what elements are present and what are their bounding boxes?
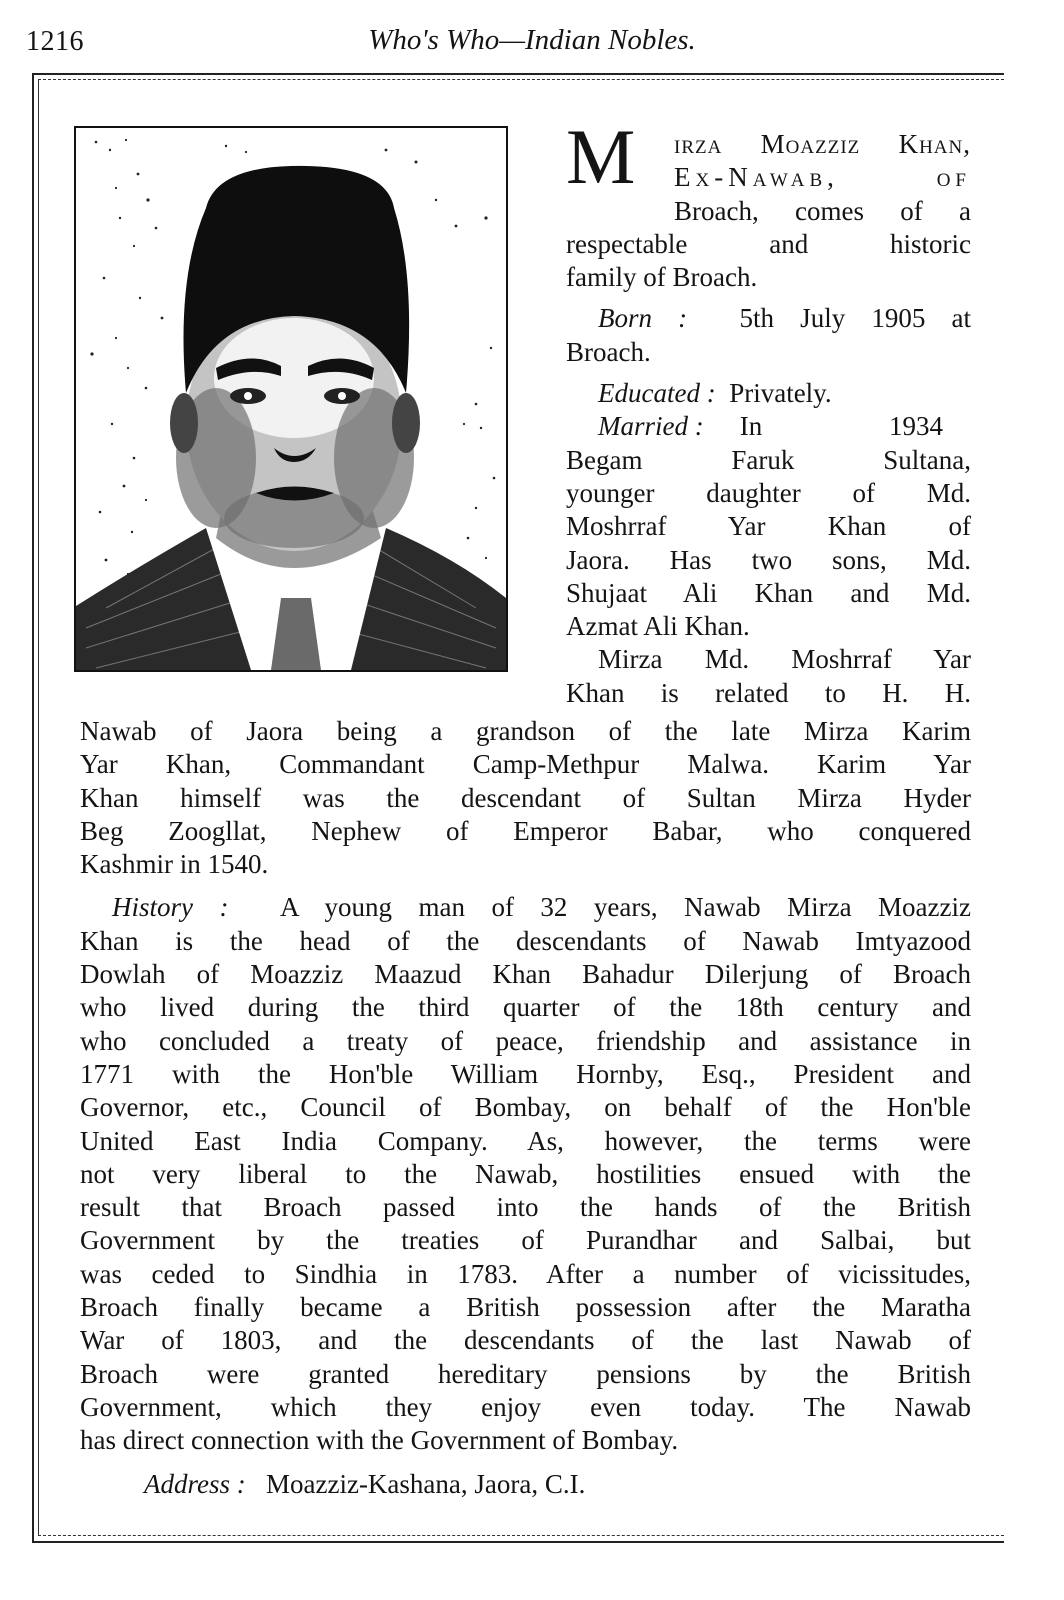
intro-line: family of Broach. xyxy=(566,262,758,293)
portrait-photo xyxy=(74,126,508,672)
entry-body-full xyxy=(80,715,971,1501)
history-line: Broach were granted hereditary pensions by the British xyxy=(80,1358,971,1389)
history-line: Dowlah of Moazziz Maazud Khan Bahadur Dilerjung of Broach xyxy=(80,959,971,990)
married-value: In 1934 xyxy=(739,411,943,442)
married-line xyxy=(566,410,971,443)
history-line: who concluded a treaty of peace, friendship and assistance in xyxy=(80,1025,971,1056)
frame-rule-left xyxy=(32,73,34,1541)
born-label: Born : xyxy=(598,303,688,334)
history-line: was ceded to Sindhia in 1783. After a number of vicissitudes, xyxy=(80,1258,971,1289)
married-detail: Moshrraf Yar Khan of xyxy=(566,511,971,542)
drop-cap: M xyxy=(566,113,636,200)
born-place: Broach. xyxy=(566,336,651,367)
frame-rule-left-inner xyxy=(38,79,39,1535)
address-label: Address : xyxy=(144,1468,246,1499)
frame-rule-top xyxy=(32,73,1004,75)
intro-line: Broach, comes of a xyxy=(674,195,971,226)
married-label: Married : xyxy=(598,411,704,442)
running-title: Who's Who—Indian Nobles. xyxy=(368,24,696,56)
address-value: Moazziz-Kashana, Jaora, C.I. xyxy=(266,1468,586,1499)
entry-name: irza Moazziz Khan, xyxy=(674,129,971,159)
history-line: who lived during the third quarter of the 18th century and xyxy=(80,992,971,1023)
frame-rule-bottom xyxy=(32,1541,1004,1543)
relation-line: Kashmir in 1540. xyxy=(80,849,269,880)
frame-rule-top-inner xyxy=(38,79,1004,80)
history-line: Government, which they enjoy even today. The Nawab xyxy=(80,1391,971,1422)
relation-line: Yar Khan, Commandant Camp-Methpur Malwa. Karim Yar xyxy=(80,749,971,780)
portrait-illustration xyxy=(76,128,506,670)
entry-title: Ex-Nawab, of xyxy=(674,162,971,193)
born-value: 5th July 1905 at xyxy=(739,303,972,334)
history-line: 1771 with the Hon'ble William Hornby, Esq., President and xyxy=(80,1058,971,1089)
educated-line xyxy=(566,377,971,410)
married-detail: younger daughter of Md. xyxy=(566,477,971,508)
educated-label: Educated : xyxy=(598,378,716,409)
history-line: not very liberal to the Nawab, hostilities ensued with the xyxy=(80,1158,971,1189)
married-detail: Shujaat Ali Khan and Md. xyxy=(566,577,971,608)
history-line: Government by the treaties of Purandhar and Salbai, but xyxy=(80,1225,971,1256)
relation-line: Khan is related to H. H. xyxy=(566,677,971,708)
running-head xyxy=(0,22,1064,66)
intro-line: respectable and historic xyxy=(566,228,971,259)
history-line: Governor, etc., Council of Bombay, on behalf of the Hon'ble xyxy=(80,1092,971,1123)
relation-line: Mirza Md. Moshrraf Yar xyxy=(598,644,971,675)
history-line: War of 1803, and the descendants of the last Nawab of xyxy=(80,1325,971,1356)
history-label: History : xyxy=(112,892,229,923)
educated-value: Privately. xyxy=(729,378,832,409)
history-line: Khan is the head of the descendants of Nawab Imtyazood xyxy=(80,925,971,956)
married-detail: Begam Faruk Sultana, xyxy=(566,444,971,475)
entry-intro-column xyxy=(566,128,971,710)
history-line: United East India Company. As, however, the terms were xyxy=(80,1125,971,1156)
history-text: A young man of 32 years, Nawab Mirza Moazziz xyxy=(279,892,971,923)
address-line xyxy=(80,1468,971,1501)
history-line: has direct connection with the Government of Bombay. xyxy=(80,1425,679,1456)
married-detail: Jaora. Has two sons, Md. xyxy=(566,544,971,575)
history-first-line xyxy=(80,891,971,924)
relation-line: Beg Zoogllat, Nephew of Emperor Babar, who conquered xyxy=(80,815,971,846)
married-detail: Azmat Ali Khan. xyxy=(566,611,750,642)
relation-line: Nawab of Jaora being a grandson of the late Mirza Karim xyxy=(80,716,971,746)
born-line xyxy=(566,302,971,335)
history-line: result that Broach passed into the hands of the British xyxy=(80,1192,971,1223)
history-line: Broach finally became a British possession after the Maratha xyxy=(80,1292,971,1323)
relation-line: Khan himself was the descendant of Sultan Mirza Hyder xyxy=(80,782,971,813)
frame-rule-bottom-inner xyxy=(38,1535,1004,1536)
page-number: 1216 xyxy=(26,26,84,57)
